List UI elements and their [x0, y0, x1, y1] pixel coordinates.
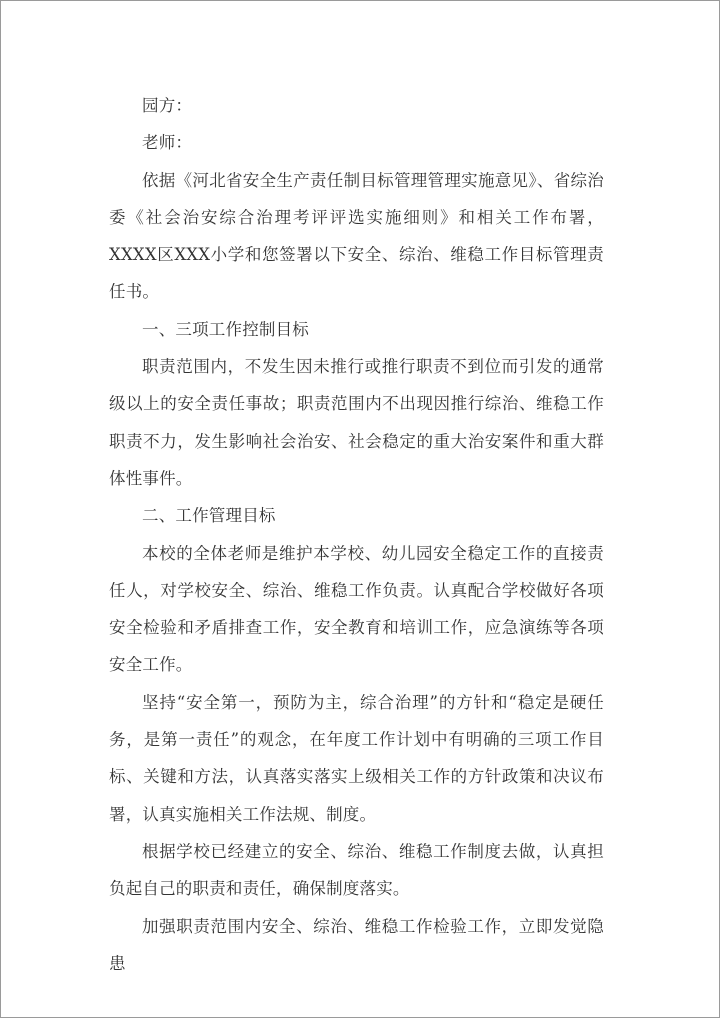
- salutation-teacher: 老师：: [142, 133, 193, 153]
- section-heading-control-targets: 一、三项工作控制目标: [142, 319, 309, 339]
- paragraph-control-targets: 职责范围内，不发生因未推行或推行职责不到位而引发的通常级以上的安全责任事故；职责范围内不出现因推行综治、维稳工作职责不力，发生影响社会治安、社会稳定的重大治安案件和重大群体性事件。: [109, 357, 604, 488]
- paragraph-inspection: 加强职责范围内安全、综治、维稳工作检验工作，立即发觉隐患: [109, 916, 604, 973]
- paragraph-teacher-responsibility: 本校的全体老师是维护本学校、幼儿园安全稳定工作的直接责任人，对学校安全、综治、维稳工作负责。认真配合学校做好各项安全检验和矛盾排查工作，安全教育和培训工作，应急演练等各项安全工作。: [109, 543, 604, 675]
- section-heading-management-targets: 二、工作管理目标: [142, 506, 276, 526]
- paragraph-basis: 依据《河北省安全生产责任制目标管理管理实施意见》、省综治委《社会治安综合治理考评评选实施细则》和相关工作布署，XXXX区XXX小学和您签署以下安全、综治、维稳工作目标管理责任书。: [109, 170, 604, 302]
- paragraph-safety-first-policy: 坚持“安全第一，预防为主，综合治理”的方针和“稳定是硬任务，是第一责任”的观念，在年度工作计划中有明确的三项工作目标、关键和方法，认真落实落实上级相关工作的方针政策和决议布署，认真实施相关工作法规、制度。: [109, 692, 604, 824]
- paragraph-follow-rules: 根据学校已经建立的安全、综治、维稳工作制度去做，认真担负起自己的职责和责任，确保制度落实。: [109, 841, 604, 899]
- salutation-kindergarten: 园方：: [142, 96, 193, 115]
- document-body: [109, 87, 604, 982]
